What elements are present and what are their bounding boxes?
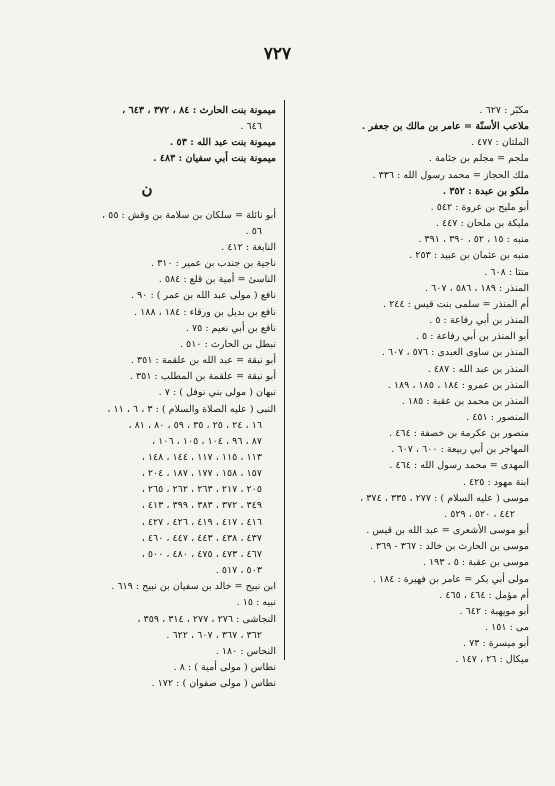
index-entry-continuation: ٥٦ . [245,225,262,237]
index-entry-continuation: ٦٤٦ . [240,121,262,133]
index-entry-continuation: ١٥٧ ، ١٥٨ ، ١٧٧ ، ١٨٧ ، ٢٠٤ ، [141,468,262,480]
index-entry: ملاعب الأسنّة = عامر بن مالك بن جعفر . [361,121,529,133]
index-entry: النجاشى : ٢٧٦ ، ٢٧٧ ، ٣١٤ ، ٣٥٩ ، [137,613,276,625]
index-entry: ابنة مهود : ٤٢٥ . [462,476,529,488]
index-entry: موسى ( عليه السلام ) : ٢٧٧ ، ٣٣٥ ، ٣٧٤ ، [360,492,529,504]
index-entry: نطاس ( مولى أمية ) : ٨ . [173,662,276,673]
index-entry: ابن نبيح = خالد بن سفيان بن نبيح : ٦١٩ . [111,581,276,593]
index-entry: مولى أبي بكر = عامر بن فهيرة : ١٨٤ . [372,573,529,585]
column-divider [284,100,285,660]
index-entry: مليكة بن ملحان : ٤٤٧ . [435,218,529,230]
index-entry: المنصور : ٤٥١ . [466,411,529,423]
index-entry: نافع بن بديل بن ورقاء : ١٨٤ ، ١٨٨ . [134,306,276,318]
index-entry: ميكال : ٢٦ ، ١٤٧ . [455,654,529,666]
index-entry: منبه بن عثمان بن عبيد : ٢٥٣ . [409,250,529,262]
index-entry-continuation: ٢٠٥ ، ٢١٧ ، ٢٦٣ ، ٢٦٢ ، ٢٦٥ ، [141,484,262,496]
index-entry-continuation: ٤٤٢ ، ٥٢٠ ، ٥٢٩ . [444,508,515,520]
index-entry: أبو مليح بن عروة : ٥٤٢ . [430,201,529,213]
index-entry: موسى بن الحارث بن خالد : ٣٦٧ - ٣٦٩ . [369,541,529,553]
index-entry: ميمونة بنت أبي سفيان : ٤٨٣ . [153,153,276,165]
index-entry-continuation: ١٦ ، ٢٤ ، ٢٥ ، ٣٥ ، ٥٩ ، ٨٠ ، ٨١ ، [128,419,262,431]
index-entry-continuation: ٤٣٧ ، ٤٣٨ ، ٤٤٣ ، ٤٤٧ ، ٤٦٠ ، [141,532,262,544]
index-entry: منصور بن عكرمة بن خصفة : ٤٦٤ . [389,428,529,440]
index-entry: نافع ( مولى عبد الله بن عمر ) : ٩٠ . [131,290,276,302]
index-column-left [18,103,276,692]
page-number: ٧٢٧ [263,44,292,64]
index-entry: أم المنذر = سلمى بنت قيس : ٢٤٤ . [383,298,529,310]
section-letter: ن [141,179,153,198]
index-entry-continuation: ٤١٦ ، ٤١٧ ، ٤١٩ ، ٤٢٦ ، ٤٢٧ ، [141,516,262,528]
index-entry-continuation: ١١٣ ، ١١٥ ، ١١٧ ، ١٤٤ ، ١٤٨ ، [141,451,262,463]
index-entry: ميمونة بنت الحارث : ٨٤ ، ٣٧٢ ، ٦٤٣ ، [122,105,276,116]
index-entry: المنذر بن عمرو : ١٨٤ ، ١٨٥ ، ١٨٩ . [387,379,529,391]
index-entry: ملكو بن عبدة : ٣٥٢ . [442,185,529,197]
index-entry: أبو مويهبة : ٦٤٢ . [459,605,529,617]
index-entry: المنذر بن أبي رفاعة : ٥ . [429,315,529,327]
index-entry-continuation: ٨٧ ، ٩٦ ، ١٠٤ ، ١٠٥ ، ١٠٦ ، [152,435,262,447]
index-entry: أبو نبقة = عبد الله بن علقمة : ٣٥١ . [130,355,276,367]
index-entry: نافع بن أبي نعيم : ٧٥ . [185,322,276,334]
index-entry: النبى ( عليه الصلاة والسلام ) : ٣ ، ٦ ، ١١ ، [107,403,276,415]
index-entry: المنذر بن عبد الله : ٤٨٧ . [427,363,529,375]
index-entry: المهاجر بن أبي ربيعة : ٦٠٠ ، ٦٠٧ . [391,444,529,456]
index-entry: أم مؤمل : ٤٦٤ ، ٤٦٥ . [439,589,529,601]
index-entry: موسى بن عقبة : ٥ ، ١٩٣ . [422,557,529,569]
index-entry: الناسئ = أمية بن قلع : ٥٨٤ . [158,274,276,286]
index-entry: نبطل بن الحارث : ٥١٠ . [179,338,276,350]
index-entry: النابغة : ٤١٢ . [221,241,276,253]
index-entry: المهدى = محمد رسول الله : ٤٦٤ . [389,460,529,472]
index-entry: مكبّر : ٦٢٧ . [479,105,529,116]
index-entry: المنذر : ١٨٩ ، ٥٨٦ ، ٦٠٧ . [425,282,529,294]
index-entry: ملك الحجاز = محمد رسول الله : ٣٣٦ . [372,169,529,181]
index-entry-continuation: ٤٦٧ ، ٤٧٣ ، ٤٧٥ ، ٤٨٠ ، ٥٠٠ ، [141,548,262,560]
index-entry: أبو المنذر بن أبي رفاعة : ٥ . [415,331,529,343]
index-entry-continuation: ٣٤٩ ، ٣٧٢ ، ٣٨٣ ، ٣٩٩ ، ٤١٣ ، [141,500,262,512]
index-entry: المنذر بن ساوى العبدى : ٥٧٦ ، ٦٠٧ . [381,347,529,359]
index-entry: منتا : ٦٠٨ . [484,266,529,278]
index-entry: نطاس ( مولى صفوان ) : ١٧٢ . [151,678,276,690]
index-entry: ناجية بن جندب بن عمير : ٣١٠ . [151,258,276,270]
index-entry: نبهان ( مولى بني نوفل ) : ٧ . [158,387,276,399]
index-entry: ملجم = مجلم بن جثامة . [428,153,529,165]
index-entry: أبو موسى الأشعرى = عبد الله بن قيس . [366,525,529,537]
index-entry: نبيه : ١٥ . [236,597,276,609]
index-entry-continuation: ٥٠٣ ، ٥١٧ . [215,565,262,577]
index-entry: أبو نائلة = سلكان بن سلامة بن وقش : ٥٥ ، [102,209,276,221]
index-entry: ميمونة بنت عبد الله : ٥٣ . [169,137,276,149]
index-entry: منبه : ١٥ ، ٥٢ ، ٣٩٠ ، ٣٩١ . [418,234,529,246]
index-entry: أبو نبقة = علقمة بن المطلب : ٣٥١ . [129,371,276,383]
index-entry: المنذر بن محمد بن عقبة : ١٨٥ . [401,395,529,407]
index-entry-continuation: ٣٦٢ ، ٣٦٧ ، ٦٠٧ ، ٦٢٢ . [166,629,262,641]
index-column-right [279,103,529,668]
index-entry: مى : ١٥١ . [484,622,529,633]
index-entry: الملتان : ٤٧٧ . [470,137,529,149]
index-entry: أبو ميسرة : ٧٣ . [462,638,529,650]
index-entry: النحاس : ١٨٠ . [215,645,276,657]
